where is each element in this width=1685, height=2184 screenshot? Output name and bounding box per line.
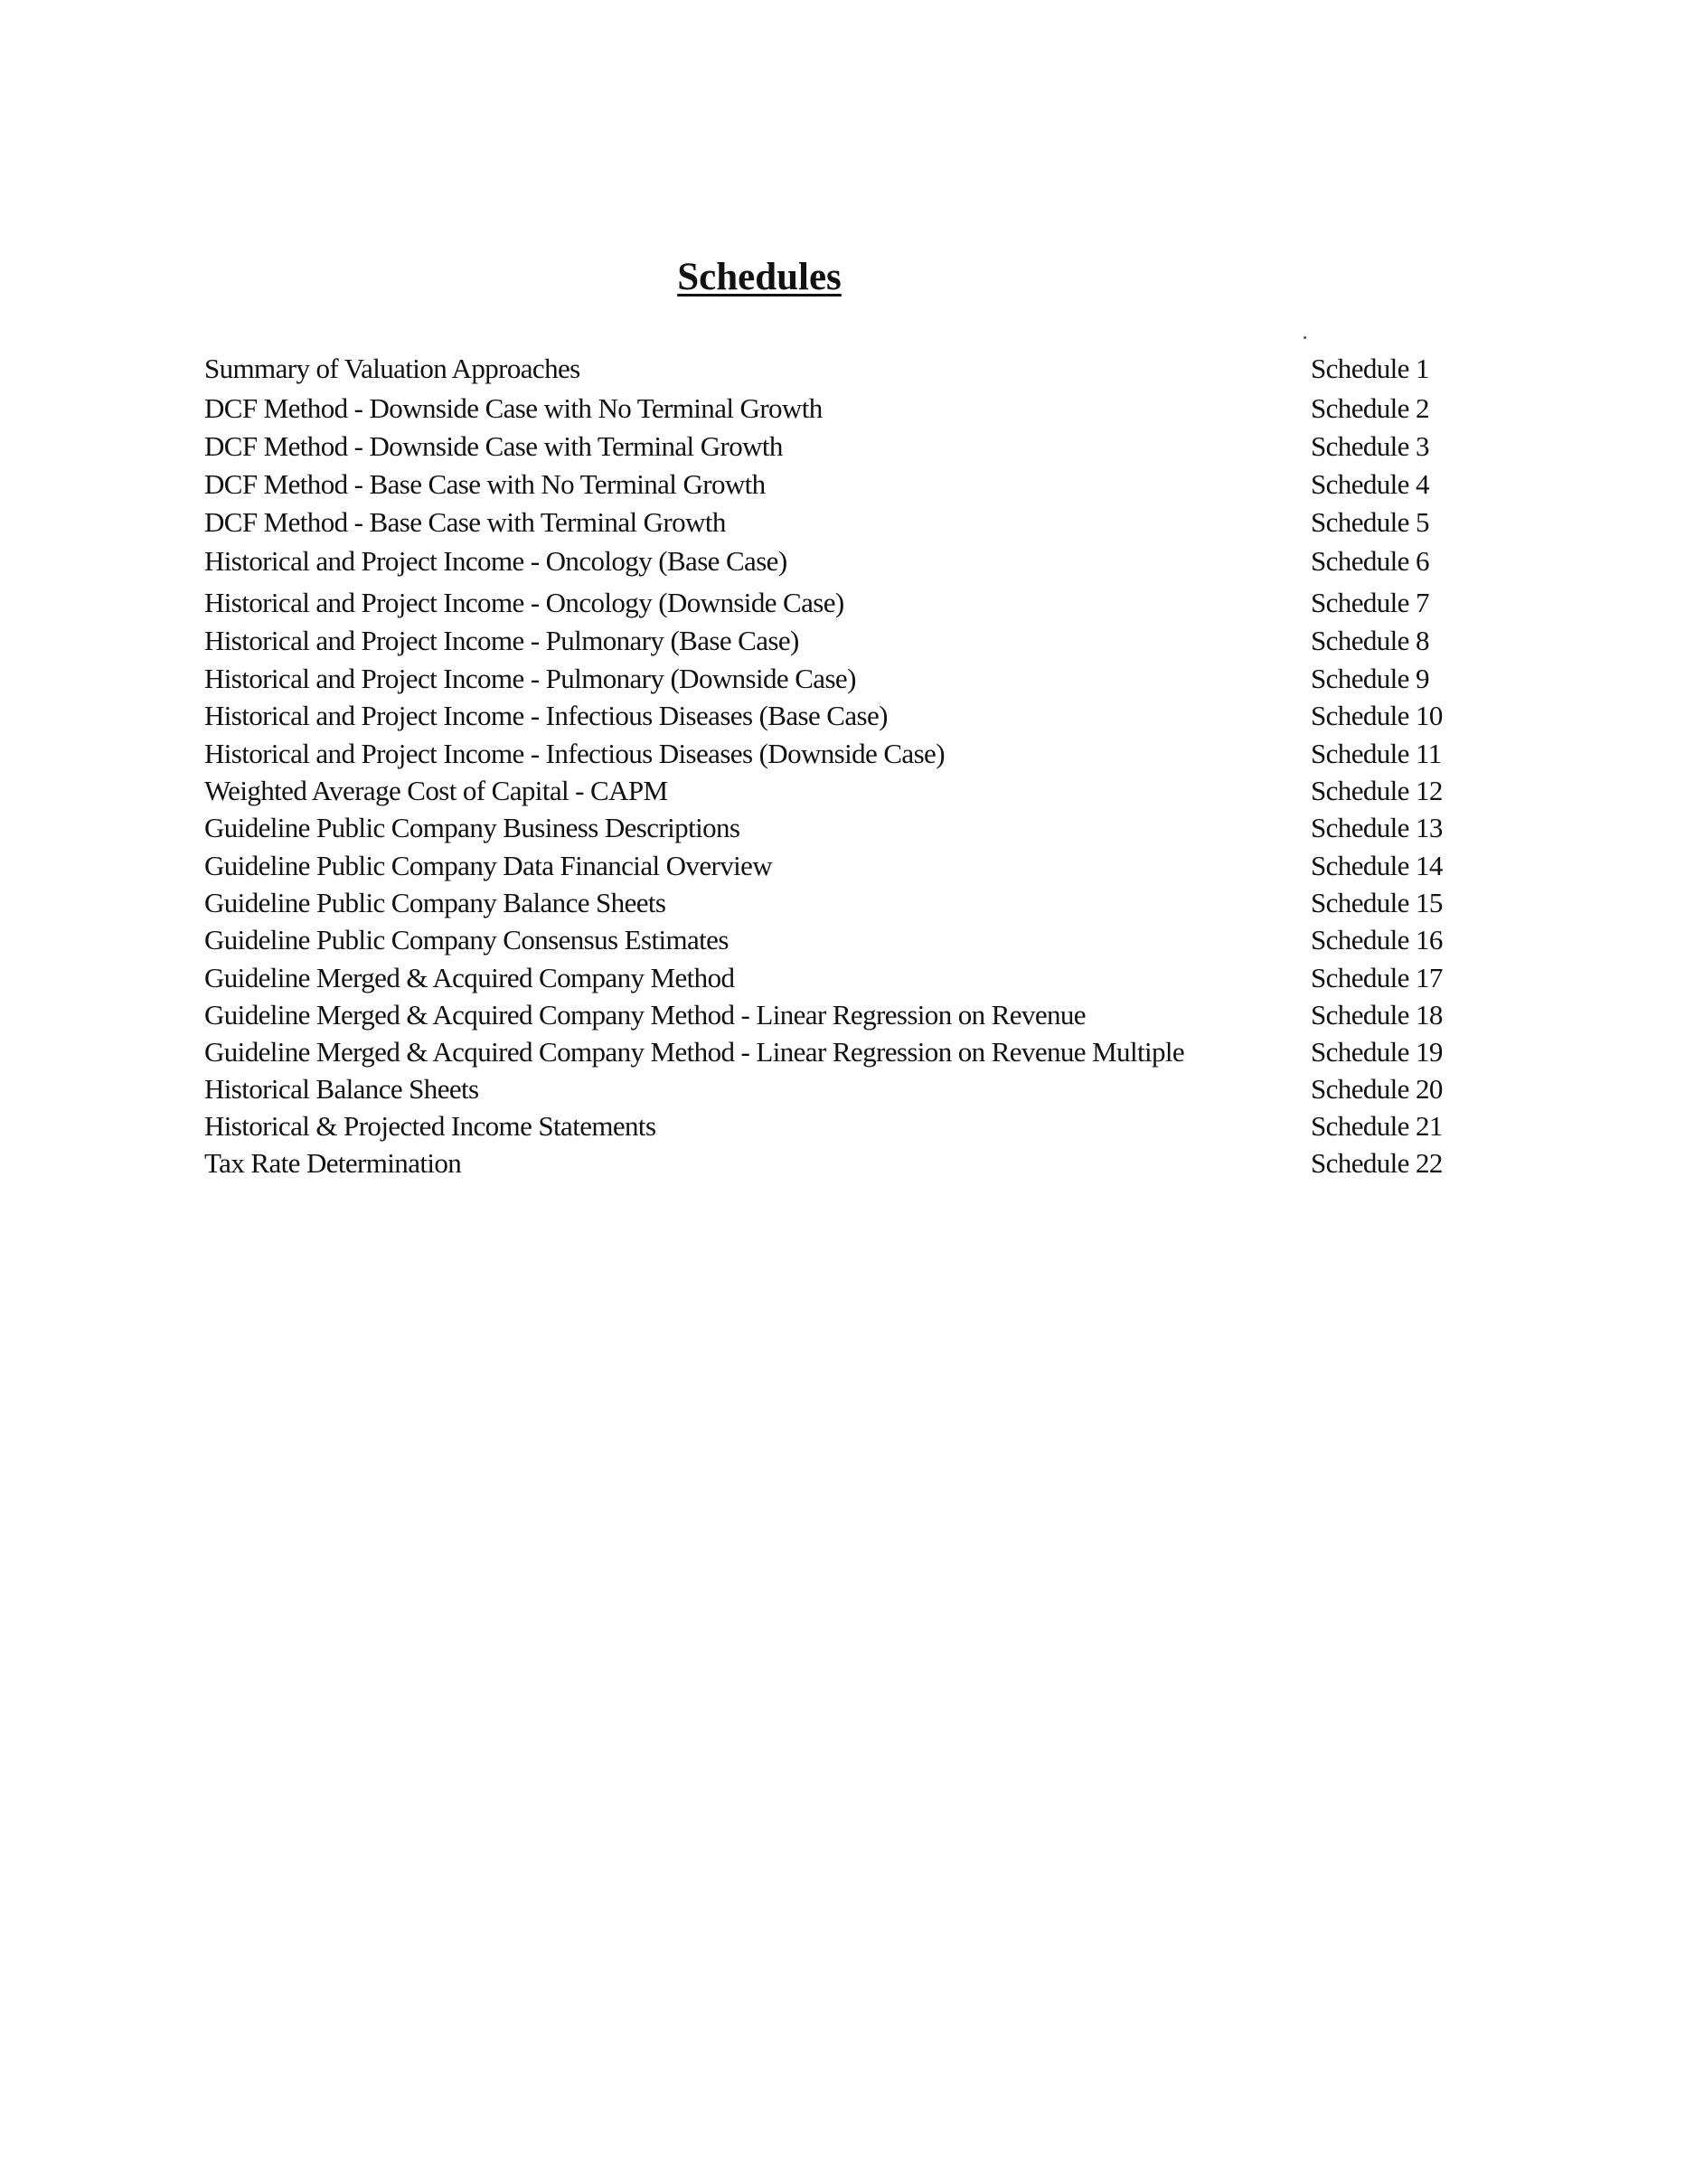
schedule-title: Summary of Valuation Approaches — [204, 353, 580, 384]
schedule-title: Historical and Project Income - Oncology (Base Case) — [204, 545, 787, 577]
schedule-number: Schedule 14 — [1311, 850, 1443, 881]
schedule-title: Historical and Project Income - Pulmonary (Downside Case) — [204, 663, 856, 694]
schedule-number: Schedule 21 — [1311, 1110, 1443, 1142]
schedule-number: Schedule 18 — [1311, 999, 1443, 1031]
schedule-title: Guideline Merged & Acquired Company Method - Linear Regression on Revenue Multiple — [204, 1036, 1185, 1068]
schedule-number: Schedule 5 — [1311, 506, 1429, 538]
schedule-title: DCF Method - Base Case with Terminal Growth — [204, 506, 726, 538]
schedule-title: Guideline Public Company Data Financial Overview — [204, 850, 773, 881]
schedule-title: Weighted Average Cost of Capital - CAPM — [204, 775, 668, 806]
schedule-title: Historical Balance Sheets — [204, 1073, 479, 1105]
schedule-title: Historical and Project Income - Pulmonary (Base Case) — [204, 625, 799, 656]
schedule-title: Tax Rate Determination — [204, 1147, 462, 1179]
schedule-number: Schedule 11 — [1311, 738, 1442, 769]
schedule-title: Historical and Project Income - Oncology (Downside Case) — [204, 587, 844, 618]
schedule-number: Schedule 6 — [1311, 545, 1429, 577]
schedule-number: Schedule 2 — [1311, 392, 1429, 424]
schedule-number: Schedule 3 — [1311, 430, 1429, 462]
schedule-number: Schedule 7 — [1311, 587, 1429, 618]
schedule-title: Guideline Merged & Acquired Company Method - Linear Regression on Revenue — [204, 999, 1086, 1031]
page-title: Schedules — [677, 255, 842, 298]
schedule-title: DCF Method - Downside Case with Terminal Growth — [204, 430, 783, 462]
schedule-number: Schedule 19 — [1311, 1036, 1443, 1068]
schedule-number: Schedule 13 — [1311, 812, 1443, 843]
schedule-number: Schedule 22 — [1311, 1147, 1443, 1179]
schedule-number: Schedule 10 — [1311, 700, 1443, 731]
schedule-title: Guideline Public Company Business Descriptions — [204, 812, 740, 843]
schedule-number: Schedule 15 — [1311, 887, 1443, 918]
schedule-title: Historical & Projected Income Statements — [204, 1110, 656, 1142]
schedule-title: Guideline Public Company Consensus Estimates — [204, 924, 729, 956]
schedule-number: Schedule 1 — [1311, 353, 1429, 384]
schedule-title: Historical and Project Income - Infectious Diseases (Base Case) — [204, 700, 888, 731]
schedule-number: Schedule 16 — [1311, 924, 1443, 956]
schedule-number: Schedule 20 — [1311, 1073, 1443, 1105]
stray-dot-mark — [1304, 336, 1306, 339]
schedule-number: Schedule 8 — [1311, 625, 1429, 656]
schedule-title: Guideline Merged & Acquired Company Method — [204, 962, 735, 993]
schedule-number: Schedule 9 — [1311, 663, 1429, 694]
schedule-number: Schedule 4 — [1311, 468, 1429, 500]
schedule-number: Schedule 12 — [1311, 775, 1443, 806]
schedule-title: DCF Method - Base Case with No Terminal Growth — [204, 468, 766, 500]
schedule-title: DCF Method - Downside Case with No Terminal Growth — [204, 392, 823, 424]
schedule-number: Schedule 17 — [1311, 962, 1443, 993]
schedule-title: Historical and Project Income - Infectious Diseases (Downside Case) — [204, 738, 945, 769]
schedule-title: Guideline Public Company Balance Sheets — [204, 887, 666, 918]
